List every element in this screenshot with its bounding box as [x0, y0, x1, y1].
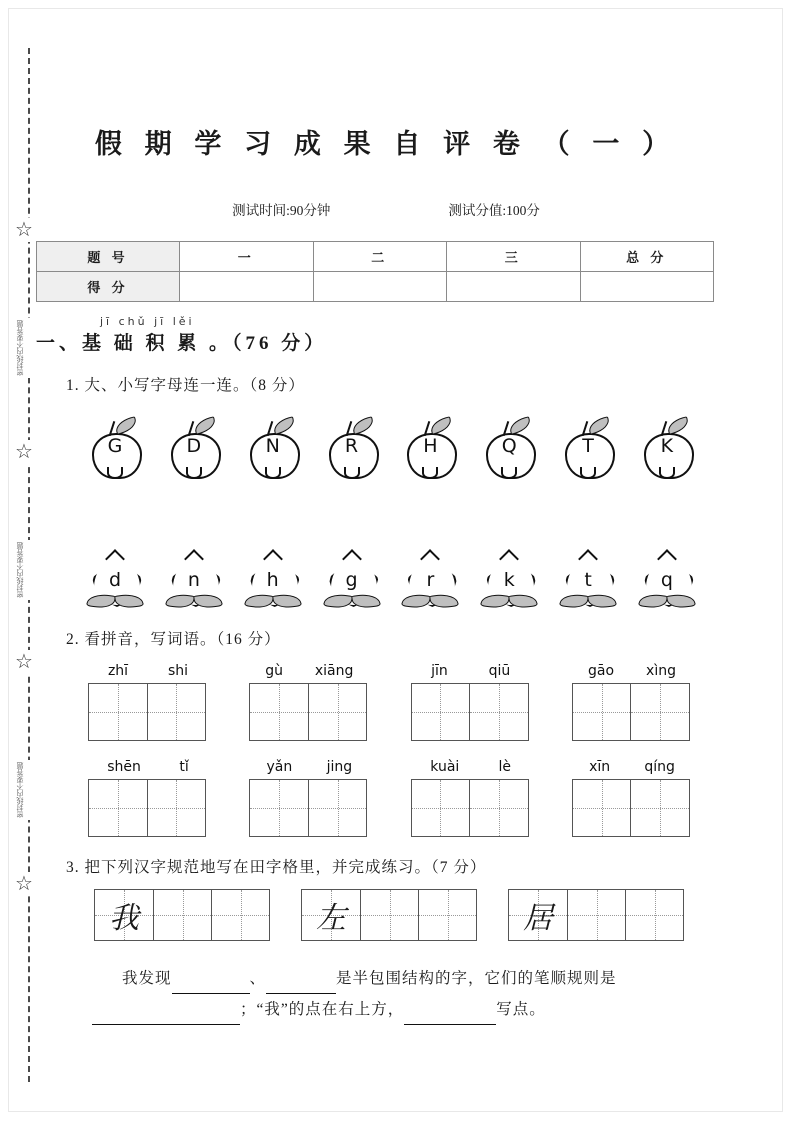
- pinyin-word-item: [249, 759, 369, 837]
- exam-time: 测试时间:90分钟: [232, 203, 331, 218]
- exam-meta: [36, 199, 736, 219]
- pinyin-syllable: shi: [167, 663, 189, 679]
- lowercase-letter: n: [187, 569, 200, 591]
- pinyin-text: [411, 759, 531, 775]
- peach-letter-item[interactable]: [480, 551, 538, 613]
- tianzige-cell[interactable]: [308, 780, 367, 836]
- section-pinyin: jī chǔ jī lěi: [100, 315, 195, 328]
- margin-star-icon: ☆: [12, 872, 36, 896]
- margin-star-icon: ☆: [12, 650, 36, 674]
- pinyin-text: [572, 663, 692, 679]
- lowercase-letter: k: [503, 569, 515, 591]
- pinyin-syllable: tǐ: [179, 759, 189, 775]
- character-practice-cell[interactable]: [567, 890, 625, 940]
- tianzige-cell[interactable]: [630, 684, 689, 740]
- model-character: 左: [316, 902, 346, 935]
- pinyin-syllable: lè: [498, 759, 512, 775]
- fill-in-text-part1: 我发现: [122, 970, 172, 987]
- lowercase-letter: d: [108, 569, 122, 591]
- score-table-cell: 三: [447, 242, 581, 272]
- pinyin-word-item: [88, 663, 208, 741]
- tianzige-cell[interactable]: [469, 684, 528, 740]
- character-practice-row: [94, 889, 684, 941]
- uppercase-letter: R: [344, 435, 359, 457]
- pinyin-text: [249, 663, 369, 679]
- tianzige-grid[interactable]: [572, 683, 690, 741]
- apple-letter-item[interactable]: [86, 417, 144, 479]
- tianzige-cell[interactable]: [147, 684, 206, 740]
- character-practice-cell[interactable]: [418, 890, 476, 940]
- uppercase-letter: T: [582, 435, 594, 457]
- tianzige-cell[interactable]: [89, 780, 147, 836]
- peach-letter-item[interactable]: [323, 551, 381, 613]
- margin-star-icon: ☆: [12, 218, 36, 242]
- pinyin-word-item: [572, 663, 692, 741]
- character-grid[interactable]: [301, 889, 477, 941]
- fill-in-text-part4: ；“我”的点在右上方，: [240, 1001, 405, 1018]
- uppercase-letter: D: [186, 435, 202, 457]
- tianzige-cell[interactable]: [412, 780, 470, 836]
- character-practice-cell[interactable]: [360, 890, 418, 940]
- apple-letter-item[interactable]: [165, 417, 223, 479]
- peach-letter-item[interactable]: [86, 551, 144, 613]
- section-title: 一、基 础 积 累 。（76 分）: [36, 333, 328, 354]
- pinyin-syllable: gāo: [587, 663, 615, 679]
- pinyin-syllable: zhī: [107, 663, 129, 679]
- peach-letter-item[interactable]: [559, 551, 617, 613]
- apple-letter-item[interactable]: [638, 417, 696, 479]
- fill-in-text-part2: 是半包围结构的字，它们的笔: [336, 970, 551, 987]
- peach-letter-item[interactable]: [638, 551, 696, 613]
- answer-blank[interactable]: [172, 974, 250, 994]
- character-practice-cell[interactable]: [625, 890, 683, 940]
- score-table-cell: 总 分: [580, 242, 714, 272]
- apple-letter-item[interactable]: [401, 417, 459, 479]
- pinyin-word-item: [411, 663, 531, 741]
- answer-blank[interactable]: [404, 1005, 496, 1025]
- lowercase-letter: r: [426, 569, 435, 591]
- pinyin-syllable: xìng: [646, 663, 676, 679]
- exam-total-score: 测试分值:100分: [448, 203, 540, 218]
- score-entry-cell[interactable]: [580, 272, 714, 302]
- lowercase-letter: q: [660, 569, 673, 591]
- peach-letter-item[interactable]: [401, 551, 459, 613]
- peach-letter-item[interactable]: [244, 551, 302, 613]
- model-character: 我: [109, 902, 139, 935]
- uppercase-letter: Q: [501, 435, 517, 457]
- pinyin-syllable: xiāng: [314, 663, 354, 679]
- answer-blank[interactable]: [92, 1005, 240, 1025]
- pinyin-word-item: [249, 663, 369, 741]
- uppercase-letter: G: [107, 435, 123, 457]
- character-grid[interactable]: [508, 889, 684, 941]
- pinyin-text: [88, 663, 208, 679]
- page-title: 假 期 学 习 成 果 自 评 卷 （ 一 ）: [94, 129, 678, 159]
- pinyin-syllable: qíng: [644, 759, 675, 775]
- table-row: [37, 272, 714, 302]
- character-grid[interactable]: [94, 889, 270, 941]
- tianzige-grid[interactable]: [572, 779, 690, 837]
- pinyin-syllable: shēn: [107, 759, 141, 775]
- lowercase-letter: t: [584, 569, 592, 591]
- tianzige-grid[interactable]: [411, 683, 529, 741]
- score-table-cell: 一: [180, 242, 314, 272]
- pinyin-word-item: [411, 759, 531, 837]
- pinyin-syllable: xīn: [589, 759, 611, 775]
- pinyin-text: [572, 759, 692, 775]
- score-entry-cell[interactable]: [313, 272, 447, 302]
- score-table-header-label: 得 分: [37, 272, 180, 302]
- character-model-cell: [509, 890, 567, 940]
- lowercase-letter: g: [345, 569, 358, 591]
- pinyin-word-item: [572, 759, 692, 837]
- pinyin-text: [411, 663, 531, 679]
- uppercase-letter: H: [423, 435, 438, 457]
- pinyin-row-1: [88, 663, 692, 741]
- pinyin-syllable: kuài: [430, 759, 460, 775]
- fill-in-text-part3: 顺规则是: [550, 970, 617, 987]
- lowercase-peach-row: [86, 551, 696, 613]
- tianzige-cell[interactable]: [308, 684, 367, 740]
- seal-line-text: 密封线内不要答题: [16, 318, 32, 378]
- pinyin-syllable: jīn: [431, 663, 448, 679]
- tianzige-cell[interactable]: [147, 780, 206, 836]
- pinyin-row-2: [88, 759, 692, 837]
- tianzige-grid[interactable]: [249, 683, 367, 741]
- tianzige-cell[interactable]: [89, 684, 147, 740]
- pinyin-syllable: jing: [326, 759, 353, 775]
- character-model-cell: [302, 890, 360, 940]
- pinyin-word-item: [88, 759, 208, 837]
- question-2-title: 2. 看拼音，写词语。（16 分）: [66, 631, 281, 648]
- apple-letter-item[interactable]: [480, 417, 538, 479]
- pinyin-text: [88, 759, 208, 775]
- tianzige-cell[interactable]: [250, 684, 308, 740]
- tianzige-cell[interactable]: [412, 684, 470, 740]
- pinyin-syllable: yǎn: [266, 759, 293, 775]
- character-model-cell: [95, 890, 153, 940]
- lowercase-letter: h: [266, 569, 279, 591]
- question-3-title: 3. 把下列汉字规范地写在田字格里，并完成练习。（7 分）: [66, 859, 487, 876]
- tianzige-grid[interactable]: [249, 779, 367, 837]
- question-1-title: 1. 大、小写字母连一连。（8 分）: [66, 377, 305, 394]
- question-3-fill-in: [92, 963, 712, 1025]
- tianzige-cell[interactable]: [250, 780, 308, 836]
- score-table: [36, 241, 714, 302]
- tianzige-cell[interactable]: [630, 780, 689, 836]
- seal-line-text: 密封线内不要答题: [16, 760, 32, 820]
- score-table-cell: 二: [313, 242, 447, 272]
- answer-blank[interactable]: [266, 974, 336, 994]
- score-entry-cell[interactable]: [180, 272, 314, 302]
- pinyin-syllable: gù: [265, 663, 284, 679]
- tianzige-cell[interactable]: [573, 780, 631, 836]
- model-character: 居: [523, 902, 553, 935]
- tianzige-cell[interactable]: [573, 684, 631, 740]
- score-table-header-label: 题 号: [37, 242, 180, 272]
- character-practice-cell[interactable]: [211, 890, 269, 940]
- score-entry-cell[interactable]: [447, 272, 581, 302]
- apple-letter-item[interactable]: [244, 417, 302, 479]
- tianzige-cell[interactable]: [469, 780, 528, 836]
- worksheet-content: [36, 0, 736, 1025]
- tianzige-grid[interactable]: [88, 779, 206, 837]
- table-row: [37, 242, 714, 272]
- seal-line-text: 密封线内不要答题: [16, 540, 32, 600]
- pinyin-text: [249, 759, 369, 775]
- margin-star-icon: ☆: [12, 440, 36, 464]
- apple-letter-item[interactable]: [559, 417, 617, 479]
- peach-letter-item[interactable]: [165, 551, 223, 613]
- uppercase-letter: K: [660, 435, 674, 457]
- fill-in-text-part5: 写点。: [496, 1001, 546, 1018]
- apple-letter-item[interactable]: [323, 417, 381, 479]
- uppercase-apple-row: [86, 417, 696, 479]
- fill-in-separator: 、: [249, 970, 267, 987]
- section-heading: [36, 315, 736, 355]
- tianzige-grid[interactable]: [88, 683, 206, 741]
- pinyin-syllable: qiū: [488, 663, 511, 679]
- character-practice-cell[interactable]: [153, 890, 211, 940]
- tianzige-grid[interactable]: [411, 779, 529, 837]
- uppercase-letter: N: [265, 435, 280, 457]
